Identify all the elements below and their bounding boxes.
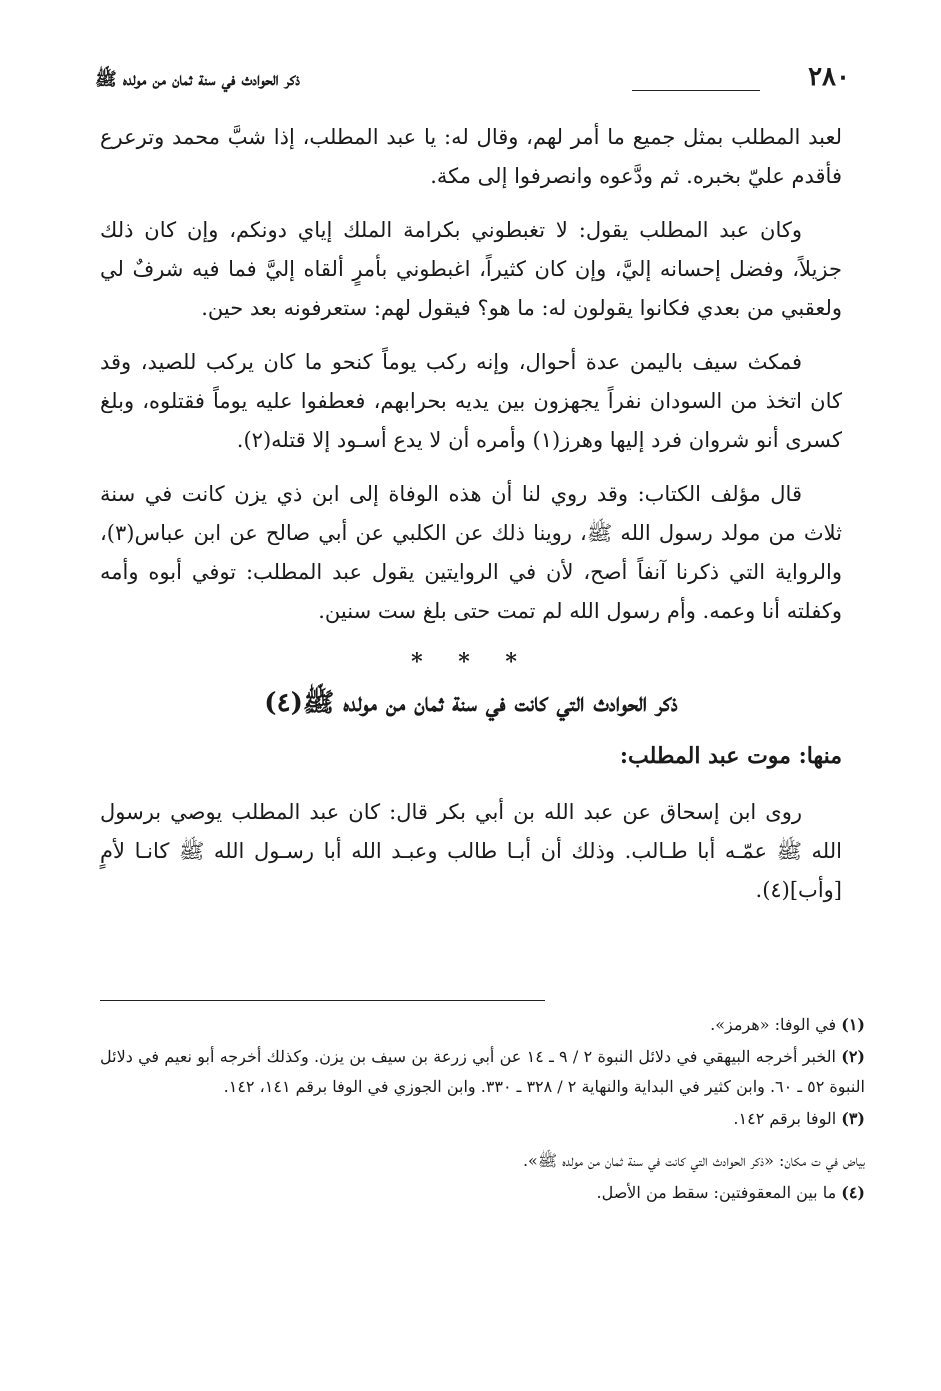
paragraph: قال مؤلف الكتاب: وقد روي لنا أن هذه الوفاة إلى ابن ذي يزن كانت في سنة ثلاث من مولد رسول الله ﷺ، روينا ذلك عن الكلبي عن أبي صالح عن ابن عباس(٣)، والرواية التي ذكرنا آنفاً أصح، لأن في الروايتين يقول عبد المطلب: توفي أبوه وأمه وكفلته أنا وعمه. وأم رسول الله لم تمت حتى بلغ ست سنين. xyxy=(100,482,842,623)
footnote-number: (١) xyxy=(841,1015,865,1034)
paragraph: فمكث سيف باليمن عدة أحوال، وإنه ركب يوماً كنحو ما كان يركب للصيد، وقد كان اتخذ من السودان نفراً يجهزون بين يديه بحرابهم، فعطفوا عليه يوماً فقتلوه، وبلغ كسرى أنو شروان فرد إليها وهرز(١) وأمره أن لا يدع أسـود إلا قتله(٢). xyxy=(100,350,842,452)
section-separator: * * * xyxy=(411,649,531,675)
footnote-text: في الوفا: «هرمز». xyxy=(710,1015,837,1034)
running-title: ذكر الحوادث في سنة ثمان من مولده ﷺ xyxy=(95,69,300,90)
chapter-title: ذكر الحوادث التي كانت في سنة ثمان من مولده ﷺ(٤) xyxy=(264,688,678,718)
footnotes xyxy=(100,1010,865,1210)
paragraph: روى ابن إسحاق عن عبد الله بن أبي بكر قال: كان عبد المطلب يوصي برسول الله ﷺ عمّـه أبا طـالب. وذلك أن أبـا طالب وعبـد الله أبا رسـول الله ﷺ كانـا لأمٍ [وأب](٤). xyxy=(100,800,842,902)
paragraph: لعبد المطلب بمثل جميع ما أمر لهم، وقال له: يا عبد المطلب، إذا شبَّ محمد وترعرع فأقدم عليّ بخبره. ثم ودَّعوه وانصرفوا إلى مكة. xyxy=(100,125,842,188)
footnote-text: الخبر أخرجه البيهقي في دلائل النبوة ٢ / ٩ ـ ١٤ عن أبي زرعة بن سيف بن يزن. وكذلك أخرجه أبو نعيم في دلائل النبوة ٥٢ ـ ٦٠. وابن كثير في البداية والنهاية ٢ / ٣٢٨ ـ ٣٣٠. وابن الجوزي في الوفا برقم ١٤١، ١٤٢. xyxy=(100,1047,865,1096)
footnote-number: (٢) xyxy=(841,1047,865,1066)
footnote xyxy=(100,1042,865,1102)
page-number: ٢٨٠ xyxy=(808,62,850,92)
footnote-number: (٣) xyxy=(841,1109,865,1128)
footnote-text: ما بين المعقوفتين: سقط من الأصل. xyxy=(596,1183,837,1202)
footnote xyxy=(100,1104,865,1134)
footnote-text: بياض في ت مكان: «ذكر الحوادث التي كانت في سنة ثمان من مولده ﷺ». xyxy=(522,1151,865,1170)
footnote-rule xyxy=(100,1000,545,1001)
main-text xyxy=(100,118,842,925)
header-rule xyxy=(632,90,760,91)
footnote-text: الوفا برقم ١٤٢. xyxy=(733,1109,837,1128)
page-header xyxy=(95,62,850,98)
paragraph: وكان عبد المطلب يقول: لا تغبطوني بكرامة الملك إياي دونكم، وإن كان ذلك جزيلاً، وفضل إحسانه إليَّ، وإن كان كثيراً، اغبطوني بأمرٍ ألقاه إليَّ فما فيه شرفٌ لي ولعقبي من بعدي فكانوا يقولون له: ما هو؟ فيقول لهم: ستعرفونه بعد حين. xyxy=(100,218,842,320)
footnote xyxy=(100,1146,865,1176)
footnote xyxy=(100,1010,865,1040)
subheading: منها: موت عبد المطلب: xyxy=(619,743,842,769)
footnote xyxy=(100,1178,865,1208)
footnote-number: (٤) xyxy=(841,1183,865,1202)
